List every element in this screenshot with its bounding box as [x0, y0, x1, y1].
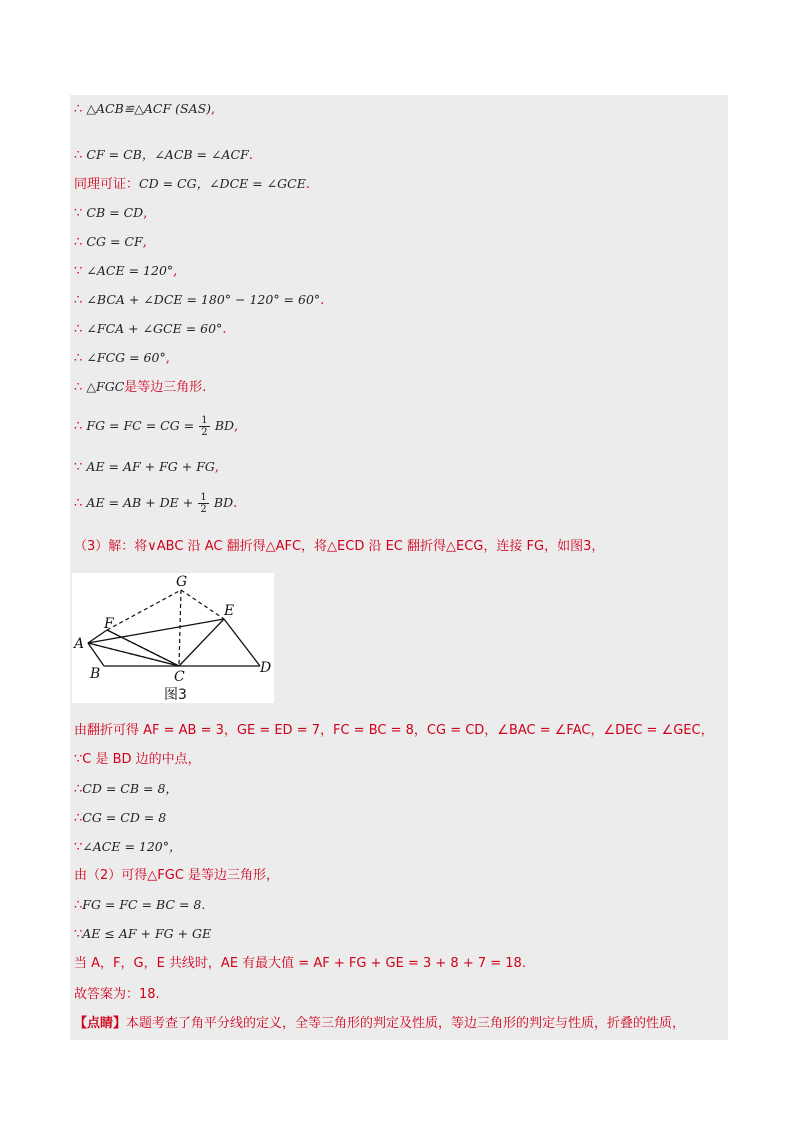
- proof-line-3: 同理可证：CD = CG，∠DCE = ∠GCE.: [74, 176, 310, 192]
- part3-intro: （3）解：将∨ABC 沿 AC 翻折得△AFC，将△ECD 沿 EC 翻折得△ECG，连接 FG，如图3，: [74, 539, 605, 554]
- part3-line-1: 由翻折可得 AF = AB = 3，GE = ED = 7，FC = BC = 8，CG = CD，∠BAC = ∠FAC，∠DEC = ∠GEC，: [74, 723, 714, 738]
- part3-line-8: ∵AE ≤ AF + FG + GE: [74, 926, 212, 942]
- comment-line: [74, 1015, 685, 1033]
- fraction-half: $\frac{1}{2}$: [201, 415, 208, 438]
- proof-line-12: ∵ AE = AF + FG + FG,: [74, 459, 219, 475]
- proof-line-6: ∵ ∠ACE = 120°,: [74, 263, 178, 279]
- comment-text: 本题考查了角平分线的定义，全等三角形的判定及性质，等边三角形的判定与性质，折叠的性质，: [126, 1016, 686, 1031]
- proof-line-13: ∴ AE = AB + DE + $\frac{1}{2}$ BD.: [74, 492, 238, 515]
- part3-line-7: ∴FG = FC = BC = 8.: [74, 897, 206, 913]
- proof-line-11: ∴ FG = FC = CG = $\frac{1}{2}$ BD,: [74, 415, 239, 438]
- part3-line-5: ∵∠ACE = 120°，: [74, 839, 182, 855]
- label-F: F: [104, 616, 114, 632]
- part3-line-6: 由（2）可得△FGC 是等边三角形，: [74, 868, 280, 883]
- part3-line-3: ∴CD = CB = 8，: [74, 781, 178, 797]
- part3-line-4: ∴CG = CD = 8: [74, 810, 167, 826]
- proof-line-4: ∵ CB = CD,: [74, 205, 148, 221]
- proof-line-1: ∴ △ACB≌△ACF (SAS),: [74, 101, 216, 117]
- proof-line-8: ∴ ∠FCA + ∠GCE = 60°.: [74, 321, 227, 337]
- proof-line-9: ∴ ∠FCG = 60°,: [74, 350, 170, 366]
- proof-line-7: ∴ ∠BCA + ∠DCE = 180° − 120° = 60°.: [74, 292, 325, 308]
- part3-line-10: 故答案为：18.: [74, 987, 160, 1002]
- comment-tag: 【点睛】: [74, 1016, 127, 1031]
- fraction-half-2: $\frac{1}{2}$: [200, 492, 207, 515]
- label-C: C: [174, 669, 185, 685]
- geometry-diagram: [72, 573, 274, 703]
- proof-line-2: ∴ CF = CB，∠ACB = ∠ACF.: [74, 147, 253, 163]
- label-A: A: [74, 636, 85, 652]
- part3-line-2: ∵C 是 BD 边的中点，: [74, 752, 201, 767]
- part3-line-9: 当 A，F，G，E 共线时，AE 有最大值 = AF + FG + GE = 3 + 8 + 7 = 18.: [74, 956, 526, 971]
- label-G: G: [176, 574, 188, 590]
- figure-3: [72, 573, 274, 703]
- label-B: B: [90, 666, 101, 682]
- label-E: E: [224, 603, 235, 619]
- label-D: D: [260, 660, 272, 676]
- proof-line-10: ∴ △FGC是等边三角形.: [74, 379, 207, 395]
- figure-caption: 图3: [164, 687, 187, 703]
- proof-line-5: ∴ CG = CF,: [74, 234, 147, 250]
